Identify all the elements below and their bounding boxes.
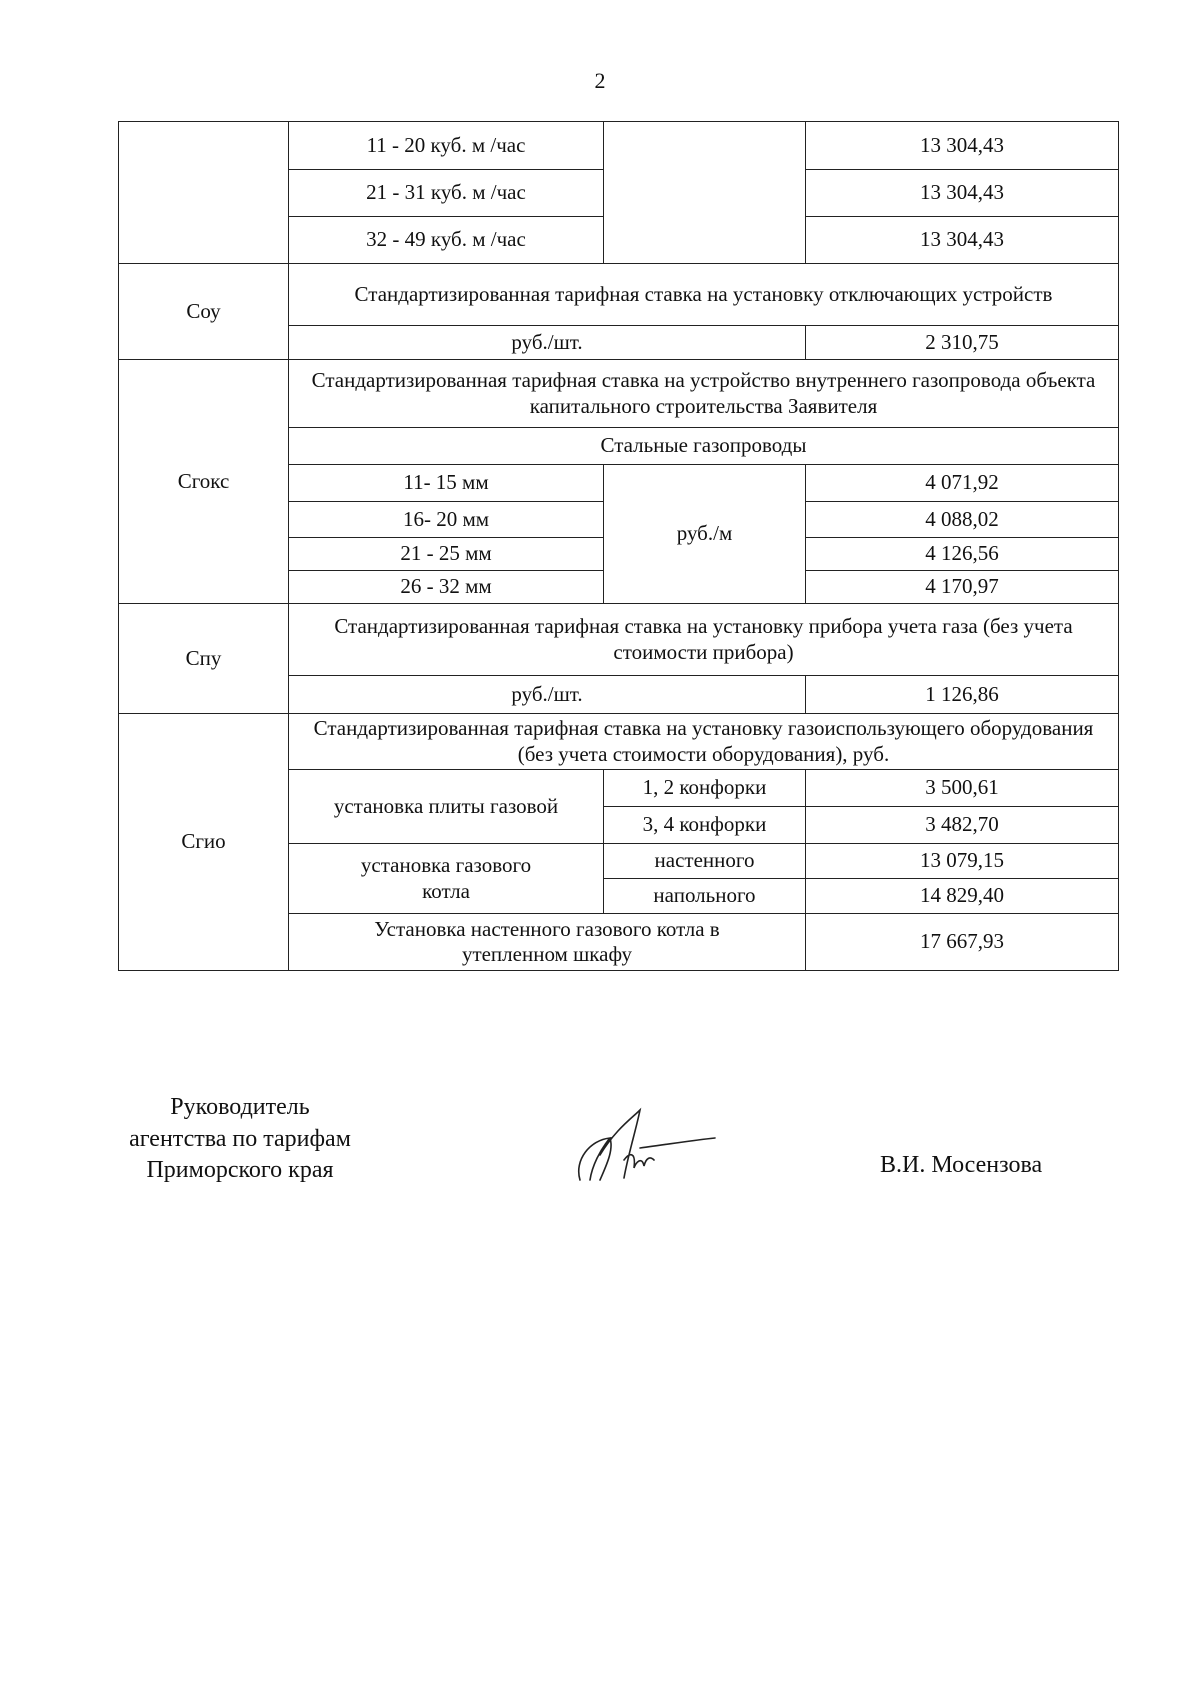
empty-unit-cell [604,122,806,264]
page-number: 2 [594,68,606,93]
range-cell: 11 - 20 куб. м /час [289,122,604,170]
unit-cell: руб./шт. [289,326,806,360]
section-title: Стандартизированная тарифная ставка на устройство внутреннего газопровода объекта капитального строительства Заявителя [289,360,1119,428]
value-cell: 13 304,43 [806,170,1119,217]
code-cell: Сгокс [119,360,289,604]
table-row [119,360,1119,428]
stove-label: установка плиты газовой [289,770,604,844]
value-cell: 1 126,86 [806,676,1119,714]
signatory-position [110,1092,370,1187]
empty-code-cell [119,122,289,264]
value-cell: 14 829,40 [806,879,1119,914]
table-row [119,604,1119,676]
boiler-label: установка газового котла [289,844,604,914]
position-line: агентства по тарифам [129,1125,351,1152]
range-cell: 21 - 25 мм [289,538,604,571]
position-line: Руководитель [170,1094,310,1120]
value-cell: 4 071,92 [806,465,1119,502]
value-cell: 17 667,93 [806,914,1119,971]
value-cell: 13 304,43 [806,217,1119,264]
position-line: Приморского края [146,1157,334,1184]
table-row [119,264,1119,326]
value-cell: 3 482,70 [806,807,1119,844]
range-cell: 32 - 49 куб. м /час [289,217,604,264]
value-cell: 3 500,61 [806,770,1119,807]
table-row [119,714,1119,770]
value-cell: 13 079,15 [806,844,1119,879]
range-cell: 16- 20 мм [289,502,604,538]
section-subtitle: Стальные газопроводы [289,428,1119,465]
section-title: Стандартизированная тарифная ставка на установку газоиспользующего оборудования (без учета стоимости оборудования), руб. [289,714,1119,770]
signatory-name: В.И. Мосензова [880,1152,1043,1178]
section-title: Стандартизированная тарифная ставка на установку отключающих устройств [289,264,1119,326]
code-cell: Сгио [119,714,289,971]
range-cell: 11- 15 мм [289,465,604,502]
unit-cell: руб./м [604,465,806,604]
type-cell: напольного [604,879,806,914]
tariff-table [118,121,1119,971]
type-cell: 1, 2 конфорки [604,770,806,807]
range-cell: 21 - 31 куб. м /час [289,170,604,217]
value-cell: 4 088,02 [806,502,1119,538]
handwritten-signature [570,1100,720,1190]
code-cell: Спу [119,604,289,714]
type-cell: настенного [604,844,806,879]
table-row [119,122,1119,170]
unit-cell: руб./шт. [289,676,806,714]
range-cell: 26 - 32 мм [289,571,604,604]
value-cell: 4 170,97 [806,571,1119,604]
cabinet-label: Установка настенного газового котла в утепленном шкафу [289,914,806,971]
code-cell: Соу [119,264,289,360]
value-cell: 13 304,43 [806,122,1119,170]
section-title: Стандартизированная тарифная ставка на установку прибора учета газа (без учета стоимости прибора) [289,604,1119,676]
type-cell: 3, 4 конфорки [604,807,806,844]
value-cell: 4 126,56 [806,538,1119,571]
value-cell: 2 310,75 [806,326,1119,360]
